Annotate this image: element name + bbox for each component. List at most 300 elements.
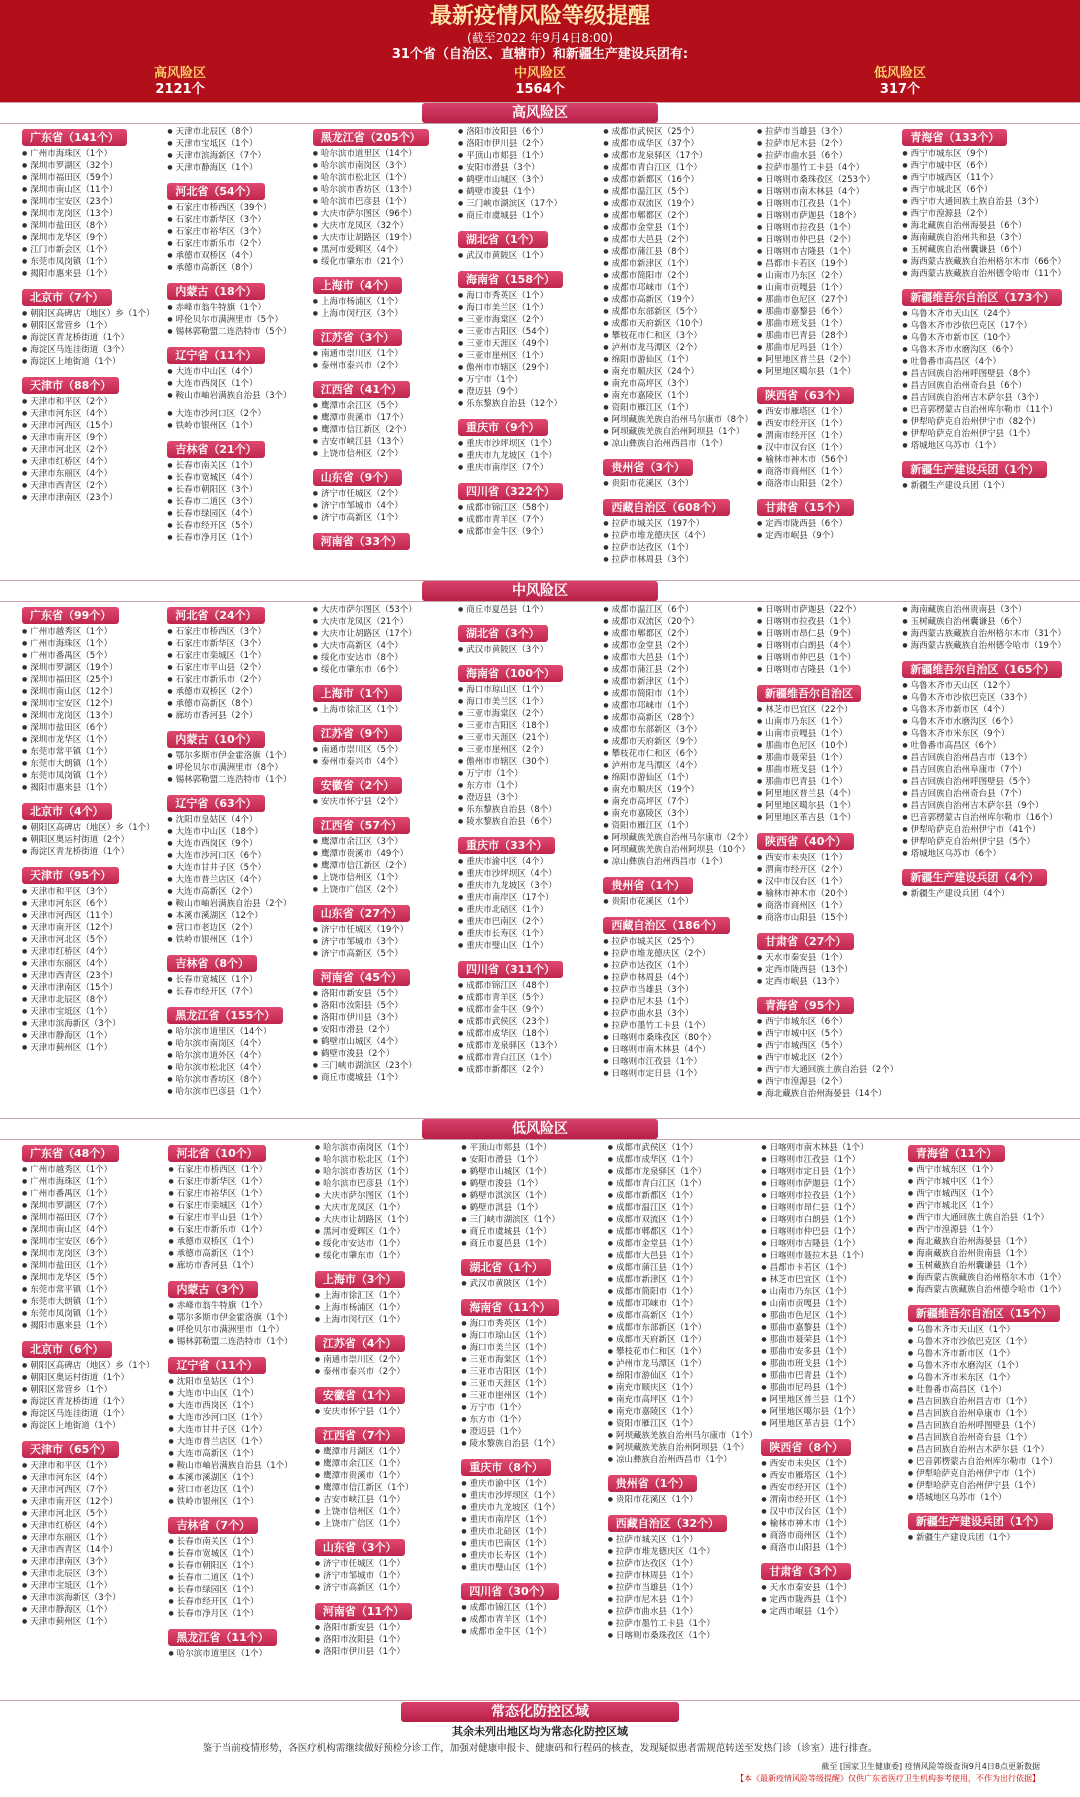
district-item: ● 黑河市爱辉区（1个） [315, 1226, 457, 1238]
page-title: 最新疫情风险等级提醒 [429, 4, 650, 29]
district-item: ● 洛阳市汝阳县（6个） [458, 126, 599, 138]
province-group [757, 496, 898, 542]
district-item: ● 广州市番禺区（5个） [22, 650, 163, 662]
district-item: ● 拉萨市曲水县（6个） [757, 150, 898, 162]
district-item: ● 西宁市城西区（1个） [908, 1188, 1066, 1200]
district-item: ● 天津市南开区（12个） [22, 1496, 164, 1508]
district-item: ● 渭南市经开区（2个） [757, 864, 898, 876]
district-item: ● 本溪市溪湖区（1个） [168, 1472, 310, 1484]
district-item: ● 大连市高新区（1个） [168, 1448, 310, 1460]
district-item: ● 伊犁哈萨克自治州伊宁县（1个） [902, 428, 1066, 440]
district-item: ● 成都市郫都区（2个） [603, 210, 753, 222]
district-item: ● 重庆市沙坪坝区（4个） [458, 868, 599, 880]
district-item: ● 泰州市泰兴市（2个） [313, 360, 454, 372]
district-item: ● 鹰潭市信江新区（2个） [313, 860, 454, 872]
district-item: ● 成都市龙泉驿区（13个） [458, 1040, 599, 1052]
district-item: ● 那曲市色尼区（1个） [761, 1310, 903, 1322]
district-item: ● 重庆市长寿区（1个） [458, 928, 599, 940]
district-item: ● 成都市东部新区（3个） [603, 724, 753, 736]
header-banner [0, 0, 1080, 102]
province-header: 海南省（100个） [458, 665, 563, 682]
district-item: ● 成都市成华区（37个） [603, 138, 753, 150]
district-item: ● 山南市乃东区（1个） [761, 1286, 903, 1298]
district-item: ● 石家庄市裕华区（3个） [167, 226, 308, 238]
district-item: ● 深圳市宝安区（6个） [22, 1236, 164, 1248]
province-header: 上海市（4个） [313, 277, 403, 294]
district-item: ● 三亚市吉阳区（1个） [461, 1366, 603, 1378]
province-header: 内蒙古（3个） [168, 1281, 258, 1298]
district-item: ● 西宁市城中区（5个） [757, 1028, 898, 1040]
district-item: ● 成都市青白江区（1个） [458, 1052, 599, 1064]
district-item: ● 万宁市（1个） [458, 768, 599, 780]
district-item: ● 巴音郭楞蒙古自治州库尔勒市（11个） [902, 404, 1066, 416]
district-item: ● 昌吉回族自治州奇台县（6个） [902, 380, 1066, 392]
district-item: ● 新疆生产建设兵团（4个） [902, 888, 1066, 900]
district-item: ● 鄂尔多斯市伊金霍洛旗（1个） [167, 750, 308, 762]
district-item: ● 鹰潭市余江区（5个） [313, 400, 454, 412]
district-item: ● 成都市蒲江县（1个） [608, 1262, 758, 1274]
district-item: ● 三亚市天涯区（1个） [461, 1378, 603, 1390]
district-item: ● 成都市简阳市（2个） [603, 270, 753, 282]
district-item: ● 拉萨市尼木县（2个） [757, 138, 898, 150]
district-item: ● 澄迈县（9个） [458, 386, 599, 398]
district-item: ● 三亚市天涯区（21个） [458, 732, 599, 744]
district-item: ● 上海市闵行区（1个） [315, 1314, 457, 1326]
district-item: ● 成都市天府新区（9个） [603, 736, 753, 748]
district-item: ● 石家庄市裕华区（1个） [168, 1188, 310, 1200]
province-header: 吉林省（21个） [167, 441, 264, 458]
district-item: ● 那曲市色尼区（27个） [757, 294, 898, 306]
district-item: ● 商洛市山阳县（15个） [757, 912, 898, 924]
district-item: ● 新疆生产建设兵团（1个） [902, 480, 1066, 492]
district-item: ● 哈尔滨市巴彦县（1个） [313, 196, 454, 208]
district-item: ● 三亚市崖州区（1个） [458, 350, 599, 362]
province-header: 河北省（54个） [167, 183, 264, 200]
province-group [461, 1142, 603, 1250]
district-item: ● 泰州市泰兴市（4个） [313, 756, 454, 768]
district-item: ● 阿里地区普兰县（2个） [757, 354, 898, 366]
district-item: ● 日喀则市定日县（1个） [761, 1166, 903, 1178]
district-item: ● 大庆市让胡路区（1个） [315, 1214, 457, 1226]
district-item: ● 拉萨市达孜区（1个） [603, 960, 753, 972]
district-item: ● 成都市东部新区（1个） [608, 1322, 758, 1334]
district-item: ● 西安市经开区（1个） [757, 418, 898, 430]
district-item: ● 海南藏族自治州共和县（3个） [902, 232, 1066, 244]
district-item: ● 东莞市常平镇（1个） [22, 746, 163, 758]
district-item: ● 拉萨市墨竹工卡县（1个） [603, 1020, 753, 1032]
province-header: 湖北省（1个） [461, 1259, 551, 1276]
district-item: ● 承德市双桥区（2个） [167, 686, 308, 698]
district-item: ● 日喀则市吉隆县（1个） [757, 664, 898, 676]
district-item: ● 昌吉回族自治州呼图壁县（8个） [902, 368, 1066, 380]
district-item: ● 天津市滨海新区（7个） [167, 150, 308, 162]
district-item: ● 洛阳市伊川县（3个） [313, 1012, 454, 1024]
province-group [458, 480, 599, 538]
district-item: ● 三亚市天涯区（49个） [458, 338, 599, 350]
district-item: ● 日喀则市江孜县（1个） [603, 1056, 753, 1068]
district-item: ● 昌都市卡若区（1个） [761, 1262, 903, 1274]
district-item: ● 成都市郫都区（1个） [608, 1226, 758, 1238]
district-item: ● 长春市宽城区（1个） [167, 974, 308, 986]
district-item: ● 拉萨市堆龙德庆区（1个） [608, 1546, 758, 1558]
normal-control-section [0, 1700, 1080, 1742]
district-item: ● 日喀则市南木林县（4个） [603, 1044, 753, 1056]
district-item: ● 拉萨市曲水县（1个） [608, 1606, 758, 1618]
district-item: ● 伊犁哈萨克自治州伊宁县（1个） [908, 1480, 1066, 1492]
district-item: ● 阿坝藏族羌族自治州阿坝县（1个） [603, 426, 753, 438]
province-header: 江西省（7个） [315, 1427, 405, 1444]
province-group [757, 930, 898, 988]
district-item: ● 天津市东丽区（1个） [22, 1532, 164, 1544]
district-item: ● 成都市蒲江县（8个） [603, 246, 753, 258]
district-item: ● 那曲市班戈县（1个） [757, 318, 898, 330]
district-item: ● 海口市美兰区（1个） [461, 1342, 603, 1354]
district-item: ● 海口市秀英区（1个） [458, 290, 599, 302]
high-risk-title: 高风险区 [422, 103, 658, 123]
district-item: ● 长春市净月区（1个） [168, 1608, 310, 1620]
district-item: ● 大连市中山区（1个） [168, 1388, 310, 1400]
district-item: ● 营口市老边区（1个） [168, 1484, 310, 1496]
province-group [458, 228, 599, 262]
district-item: ● 阿里地区普兰县（1个） [761, 1394, 903, 1406]
district-item: ● 天津市蓟州区（1个） [22, 1616, 164, 1628]
district-item: ● 乐东黎族自治县（12个） [458, 398, 599, 410]
district-item: ● 重庆市巴南区（1个） [461, 1538, 603, 1550]
district-item: ● 日喀则市萨迦县（1个） [761, 1178, 903, 1190]
summary-medium-label: 中风险区 [513, 66, 566, 81]
district-item: ● 成都市高新区（28个） [603, 712, 753, 724]
district-item: ● 成都市高新区（19个） [603, 294, 753, 306]
district-item: ● 江门市新会区（1个） [22, 244, 163, 256]
province-header: 湖北省（3个） [458, 625, 548, 642]
district-item: ● 商丘市虞城县（1个） [461, 1226, 603, 1238]
normal-control-item: 其余未列出地区均为常态化防控区域 [452, 1725, 628, 1738]
district-item: ● 渭南市经开区（1个） [761, 1494, 903, 1506]
district-item: ● 安庆市怀宁县（2个） [313, 796, 454, 808]
province-header: 新疆维吾尔自治区 [757, 685, 861, 702]
district-item: ● 鹰潭市余江区（3个） [313, 836, 454, 848]
low-column [608, 1142, 762, 1700]
district-item: ● 石家庄市新乐市（1个） [168, 1224, 310, 1236]
district-item: ● 深圳市宝安区（12个） [22, 698, 163, 710]
district-item: ● 昌吉回族自治州呼图壁县（1个） [908, 1420, 1066, 1432]
province-header: 青海省（11个） [908, 1145, 1005, 1162]
district-item: ● 南通市崇川区（5个） [313, 744, 454, 756]
district-item: ● 锡林郭勒盟二连浩特市（1个） [168, 1336, 310, 1348]
province-header: 内蒙古（10个） [167, 731, 264, 748]
district-item: ● 凉山彝族自治州西昌市（1个） [608, 1454, 758, 1466]
district-item: ● 天津市津南区（3个） [22, 1556, 164, 1568]
province-group [168, 1514, 310, 1620]
district-item: ● 乌鲁木齐市水磨沟区（6个） [902, 716, 1066, 728]
district-item: ● 天津市宝坻区（1个） [167, 138, 308, 150]
district-item: ● 成都市新津区（1个） [603, 676, 753, 688]
province-header: 甘肃省（15个） [757, 499, 854, 516]
district-item: ● 揭阳市惠来县（1个） [22, 1320, 164, 1332]
province-header: 甘肃省（3个） [761, 1563, 851, 1580]
district-item: ● 天津市西青区（14个） [22, 1544, 164, 1556]
district-item: ● 深圳市罗湖区（19个） [22, 662, 163, 674]
province-group [757, 994, 898, 1100]
district-item: ● 资阳市雁江区（1个） [608, 1418, 758, 1430]
district-item: ● 日喀则市南木林县（1个） [761, 1142, 903, 1154]
district-item: ● 鹤壁市淇滨区（1个） [461, 1190, 603, 1202]
district-item: ● 绥化市肇东市（21个） [313, 256, 454, 268]
district-item: ● 大庆市龙凤区（1个） [315, 1202, 457, 1214]
district-item: ● 伊犁哈萨克自治州伊宁市（1个） [908, 1468, 1066, 1480]
district-item: ● 天津市南开区（9个） [22, 432, 163, 444]
district-item: ● 乌鲁木齐市沙依巴克区（17个） [902, 320, 1066, 332]
district-item: ● 大连市西岗区（1个） [168, 1400, 310, 1412]
district-item: ● 天津市河西区（11个） [22, 910, 163, 922]
district-item: ● 西宁市城中区（6个） [902, 160, 1066, 172]
province-header: 四川省（30个） [461, 1583, 558, 1600]
district-item: ● 吐鲁番市高昌区（1个） [908, 1384, 1066, 1396]
district-item: ● 重庆市长寿区（1个） [461, 1550, 603, 1562]
district-item: ● 长春市经开区（5个） [167, 520, 308, 532]
district-item: ● 鹤壁市山城区（1个） [461, 1166, 603, 1178]
province-group [315, 1142, 457, 1262]
district-item: ● 海淀区青龙桥街道（1个） [22, 1396, 164, 1408]
district-item: ● 绥化市肇东市（6个） [313, 664, 454, 676]
province-group [313, 326, 454, 372]
province-group [313, 378, 454, 460]
district-item: ● 成都市大邑县（1个） [603, 652, 753, 664]
district-item: ● 重庆市南岸区（7个） [458, 462, 599, 474]
district-item: ● 南充市嘉陵区（3个） [603, 808, 753, 820]
province-group [22, 286, 163, 368]
district-item: ● 石家庄市桥西区（39个） [167, 202, 308, 214]
district-item: ● 济宁市高新区（1个） [315, 1582, 457, 1594]
district-item: ● 成都市简阳市（1个） [608, 1286, 758, 1298]
district-item: ● 哈尔滨市道里区（14个） [313, 148, 454, 160]
district-item: ● 鹤壁市浚县（2个） [313, 1048, 454, 1060]
district-item: ● 海淀区马连洼街道（1个） [22, 1408, 164, 1420]
district-item: ● 那曲市巴青县（28个） [757, 330, 898, 342]
district-item: ● 上饶市信州区（1个） [315, 1506, 457, 1518]
province-header: 江苏省（4个） [315, 1335, 405, 1352]
district-item: ● 阿里地区噶尔县（1个） [757, 366, 898, 378]
district-item: ● 昌吉回族自治州呼图壁县（5个） [902, 776, 1066, 788]
district-item: ● 天津市红桥区（4个） [22, 1520, 164, 1532]
district-item: ● 阿里地区噶尔县（1个） [761, 1406, 903, 1418]
district-item: ● 日喀则市萨迦县（22个） [757, 604, 898, 616]
province-group [603, 874, 753, 908]
district-item: ● 呼伦贝尔市满洲里市（8个） [167, 762, 308, 774]
district-item: ● 深圳市盐田区（6个） [22, 722, 163, 734]
district-item: ● 济宁市邹城市（1个） [315, 1570, 457, 1582]
district-item: ● 商洛市商州区（1个） [761, 1530, 903, 1542]
district-item: ● 朝阳区常营乡（1个） [22, 320, 163, 332]
district-item: ● 拉萨市达孜区（1个） [603, 542, 753, 554]
province-header: 辽宁省（11个） [167, 347, 264, 364]
district-item: ● 日喀则市萨迦县（18个） [757, 210, 898, 222]
district-item: ● 三亚市海棠区（2个） [458, 708, 599, 720]
district-item: ● 阿坝藏族羌族自治州阿坝县（10个） [603, 844, 753, 856]
district-item: ● 海淀区马连洼街道（3个） [22, 344, 163, 356]
district-item: ● 海口市美兰区（1个） [458, 302, 599, 314]
district-item: ● 石家庄市栾城区（1个） [167, 650, 308, 662]
district-item: ● 平顶山市郏县（1个） [458, 150, 599, 162]
district-item: ● 承德市高新区（1个） [168, 1248, 310, 1260]
district-item: ● 大连市西岗区（1个） [167, 378, 308, 390]
district-item: ● 那曲市班戈县（1个） [757, 764, 898, 776]
district-item: ● 澄迈县（1个） [461, 1426, 603, 1438]
province-group [461, 1256, 603, 1290]
district-item: ● 济宁市高新区（5个） [313, 948, 454, 960]
district-item: ● 承德市双桥区（1个） [168, 1236, 310, 1248]
district-item: ● 日喀则市定日县（1个） [603, 1068, 753, 1080]
province-group [167, 952, 308, 998]
district-item: ● 深圳市宝安区（23个） [22, 196, 163, 208]
district-item: ● 成都市金堂县（2个） [603, 640, 753, 652]
province-header: 辽宁省（11个） [168, 1357, 265, 1374]
medium-risk-section [0, 580, 1080, 1118]
district-item: ● 鹤壁市浚县（1个） [458, 186, 599, 198]
district-item: ● 定西市陇西县（6个） [757, 518, 898, 530]
district-item: ● 深圳市南山区（11个） [22, 184, 163, 196]
province-header: 四川省（322个） [458, 483, 563, 500]
district-item: ● 天津市西青区（2个） [22, 480, 163, 492]
district-item: ● 三亚市崖州区（2个） [458, 744, 599, 756]
district-item: ● 海口市琼山区（1个） [461, 1330, 603, 1342]
district-item: ● 阿坝藏族羌族自治州阿坝县（1个） [608, 1442, 758, 1454]
district-item: ● 儋州市市辖区（30个） [458, 756, 599, 768]
district-item: ● 哈尔滨市道外区（4个） [167, 1050, 308, 1062]
district-item: ● 深圳市盐田区（8个） [22, 220, 163, 232]
district-item: ● 长春市南关区（1个） [167, 460, 308, 472]
province-group [458, 126, 599, 222]
high-column [167, 126, 312, 580]
province-group [757, 604, 898, 676]
district-item: ● 乌鲁木齐市天山区（24个） [902, 308, 1066, 320]
district-item: ● 那曲市巴青县（1个） [757, 776, 898, 788]
district-item: ● 西宁市城西区（11个） [902, 172, 1066, 184]
district-item: ● 平顶山市郏县（1个） [461, 1142, 603, 1154]
district-item: ● 鹰潭市贵溪市（49个） [313, 848, 454, 860]
district-item: ● 吐鲁番市高昌区（4个） [902, 356, 1066, 368]
district-item: ● 南充市顺庆区（19个） [603, 784, 753, 796]
district-item: ● 昌吉回族自治州阜康市（1个） [908, 1408, 1066, 1420]
district-item: ● 拉萨市尼木县（1个） [608, 1594, 758, 1606]
district-item: ● 大连市沙河口区（6个） [167, 850, 308, 862]
district-item: ● 成都市金堂县（1个） [608, 1238, 758, 1250]
district-item: ● 万宁市（1个） [461, 1402, 603, 1414]
district-item: ● 成都市蒲江县（2个） [603, 664, 753, 676]
district-item: ● 贵阳市花溪区（1个） [603, 896, 753, 908]
district-item: ● 济宁市邹城市（3个） [313, 936, 454, 948]
district-item: ● 深圳市龙华区（9个） [22, 232, 163, 244]
district-item: ● 成都市双流区（1个） [608, 1214, 758, 1226]
district-item: ● 日喀则市聂拉木县（1个） [761, 1250, 903, 1262]
district-item: ● 武汉市黄陂区（1个） [461, 1278, 603, 1290]
district-item: ● 海北藏族自治州海晏县（14个） [757, 1088, 898, 1100]
district-item: ● 天津市和平区（2个） [22, 396, 163, 408]
district-item: ● 鹤壁市山城区（4个） [313, 1036, 454, 1048]
province-header: 青海省（95个） [757, 997, 854, 1014]
district-item: ● 成都市武侯区（25个） [603, 126, 753, 138]
district-item: ● 天津市河西区（15个） [22, 420, 163, 432]
district-item: ● 西宁市城东区（6个） [757, 1016, 898, 1028]
province-header: 四川省（311个） [458, 961, 563, 978]
district-item: ● 东莞市凤岗镇（1个） [22, 770, 163, 782]
district-item: ● 泸州市龙马潭区（2个） [603, 342, 753, 354]
district-item: ● 吉安市峡江县（13个） [313, 436, 454, 448]
district-item: ● 成都市天府新区（1个） [608, 1334, 758, 1346]
district-item: ● 昌都市卡若区（19个） [757, 258, 898, 270]
district-item: ● 赤峰市翁牛特旗（1个） [168, 1300, 310, 1312]
district-item: ● 拉萨市尼木县（1个） [603, 996, 753, 1008]
district-item: ● 石家庄市新华区（3个） [167, 638, 308, 650]
province-group [315, 1332, 457, 1378]
district-item: ● 哈尔滨市香坊区（1个） [315, 1166, 457, 1178]
district-item: ● 林芝市巴宜区（22个） [757, 704, 898, 716]
district-item: ● 天津市北辰区（3个） [22, 1568, 164, 1580]
district-item: ● 成都市东部新区（5个） [603, 306, 753, 318]
district-item: ● 资阳市雁江区（1个） [603, 402, 753, 414]
district-item: ● 承德市高新区（8个） [167, 698, 308, 710]
district-item: ● 日喀则市桑珠孜区（1个） [608, 1630, 758, 1642]
province-group [22, 1142, 164, 1332]
province-header: 安徽省（1个） [315, 1387, 405, 1404]
province-header: 河南省（45个） [313, 969, 410, 986]
district-item: ● 长春市二道区（1个） [168, 1572, 310, 1584]
district-item: ● 哈尔滨市巴彦县（1个） [315, 1178, 457, 1190]
province-header: 内蒙古（18个） [167, 283, 264, 300]
summary-high-count: 2121个 [155, 82, 205, 97]
district-item: ● 黑河市爱辉区（4个） [313, 244, 454, 256]
district-item: ● 日喀则市南木林县（4个） [757, 186, 898, 198]
district-item: ● 大连市高新区（2个） [167, 886, 308, 898]
district-item: ● 成都市成华区（18个） [458, 1028, 599, 1040]
district-item: ● 商丘市夏邑县（1个） [461, 1238, 603, 1250]
province-header: 西藏自治区（32个） [608, 1515, 727, 1532]
district-item: ● 重庆市沙坪坝区（1个） [461, 1490, 603, 1502]
district-item: ● 广州市番禺区（1个） [22, 1188, 164, 1200]
district-item: ● 三亚市吉阳区（18个） [458, 720, 599, 732]
district-item: ● 济宁市任城区（19个） [313, 924, 454, 936]
province-header: 江苏省（3个） [313, 329, 403, 346]
district-item: ● 广州市海珠区（1个） [22, 638, 163, 650]
district-item: ● 哈尔滨市道里区（14个） [167, 1026, 308, 1038]
province-header: 广东省（141个） [22, 129, 127, 146]
district-item: ● 大连市甘井子区（5个） [167, 862, 308, 874]
district-item: ● 昌吉回族自治州奇台县（7个） [902, 788, 1066, 800]
district-item: ● 深圳市南山区（12个） [22, 686, 163, 698]
district-item: ● 成都市青白江区（1个） [603, 162, 753, 174]
province-header: 贵州省（3个） [603, 459, 693, 476]
district-item: ● 石家庄市新乐市（2个） [167, 674, 308, 686]
district-item: ● 锡林郭勒盟二连浩特市（5个） [167, 326, 308, 338]
district-item: ● 海口市美兰区（1个） [458, 696, 599, 708]
district-item: ● 海淀区青龙桥街道（1个） [22, 332, 163, 344]
district-item: ● 成都市龙泉驿区（17个） [603, 150, 753, 162]
district-item: ● 海淀区上地街道（1个） [22, 1420, 164, 1432]
medium-column [902, 604, 1070, 1118]
district-item: ● 朝阳区高碑店（地区）乡（1个） [22, 822, 163, 834]
province-group [902, 604, 1066, 652]
summary-high [0, 66, 360, 100]
risk-summary [0, 66, 1080, 100]
district-item: ● 贵阳市花溪区（1个） [608, 1494, 758, 1506]
province-group [313, 682, 454, 716]
district-item: ● 石家庄市桥西区（1个） [168, 1164, 310, 1176]
district-item: ● 阿里地区普兰县（4个） [757, 788, 898, 800]
district-item: ● 长春市绿园区（1个） [168, 1584, 310, 1596]
district-item: ● 成都市青羊区（7个） [458, 514, 599, 526]
district-item: ● 海西蒙古族藏族自治州格尔木市（31个） [902, 628, 1066, 640]
district-item: ● 吉安市峡江县（1个） [315, 1494, 457, 1506]
